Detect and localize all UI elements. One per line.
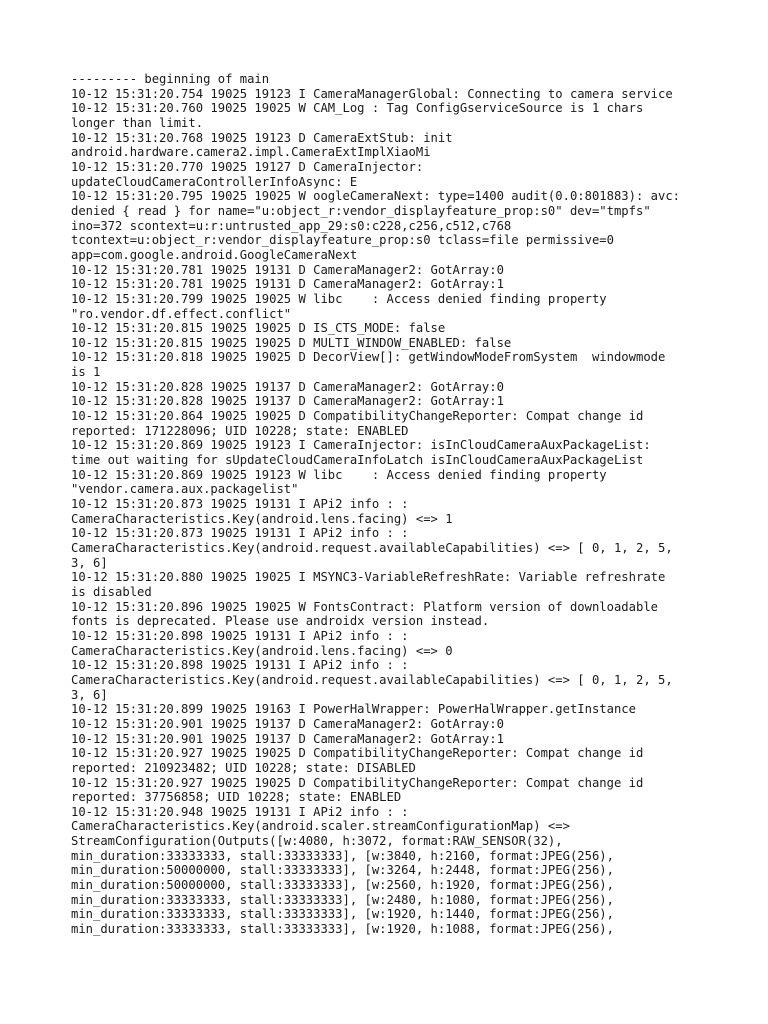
log-line: 10-12 15:31:20.815 19025 19025 D IS_CTS_MODE: false bbox=[71, 321, 446, 336]
log-line: 10-12 15:31:20.864 19025 19025 D CompatibilityChangeReporter: Compat change id bbox=[71, 409, 644, 424]
log-line: denied { read } for name="u:object_r:vendor_displayfeature_prop:s0" dev="tmpfs" bbox=[71, 203, 651, 218]
log-line: 10-12 15:31:20.873 19025 19131 I APi2 info : : bbox=[71, 497, 409, 512]
log-line: 10-12 15:31:20.828 19025 19137 D CameraManager2: GotArray:1 bbox=[71, 394, 504, 409]
log-line: reported: 171228096; UID 10228; state: ENABLED bbox=[71, 423, 409, 438]
log-line: 10-12 15:31:20.781 19025 19131 D CameraManager2: GotArray:1 bbox=[71, 277, 504, 292]
log-line: reported: 210923482; UID 10228; state: DISABLED bbox=[71, 760, 416, 775]
log-line: "ro.vendor.df.effect.conflict" bbox=[71, 306, 292, 321]
log-line: 10-12 15:31:20.948 19025 19131 I APi2 info : : bbox=[71, 804, 409, 819]
log-line: time out waiting for sUpdateCloudCameraInfoLatch isInCloudCameraAuxPackageList bbox=[71, 453, 644, 468]
log-line: 10-12 15:31:20.901 19025 19137 D CameraManager2: GotArray:1 bbox=[71, 731, 504, 746]
log-line: 10-12 15:31:20.869 19025 19123 I CameraInjector: isInCloudCameraAuxPackageList: bbox=[71, 438, 651, 453]
log-line: 10-12 15:31:20.795 19025 19025 W oogleCameraNext: type=1400 audit(0.0:801883): avc: bbox=[71, 189, 681, 204]
log-line: min_duration:33333333, stall:33333333], [w:1920, h:1088, format:JPEG(256), bbox=[71, 922, 614, 937]
log-line: min_duration:33333333, stall:33333333], [w:2480, h:1080, format:JPEG(256), bbox=[71, 892, 614, 907]
log-line: 10-12 15:31:20.901 19025 19137 D CameraManager2: GotArray:0 bbox=[71, 716, 504, 731]
log-line: reported: 37756858; UID 10228; state: ENABLED bbox=[71, 790, 402, 805]
log-line: android.hardware.camera2.impl.CameraExtImplXiaoMi bbox=[71, 145, 431, 160]
log-line: 10-12 15:31:20.799 19025 19025 W libc : Access denied finding property bbox=[71, 291, 607, 306]
log-line: 10-12 15:31:20.898 19025 19131 I APi2 info : : bbox=[71, 628, 409, 643]
log-line: 10-12 15:31:20.828 19025 19137 D CameraManager2: GotArray:0 bbox=[71, 379, 504, 394]
log-line: 10-12 15:31:20.818 19025 19025 D DecorView[]: getWindowModeFromSystem windowmode bbox=[71, 350, 666, 365]
log-line: CameraCharacteristics.Key(android.lens.facing) <=> 1 bbox=[71, 511, 453, 526]
log-line: 10-12 15:31:20.770 19025 19127 D CameraInjector: bbox=[71, 159, 424, 174]
log-line: StreamConfiguration(Outputs([w:4080, h:3072, format:RAW_SENSOR(32), bbox=[71, 834, 563, 849]
log-line: 10-12 15:31:20.927 19025 19025 D CompatibilityChangeReporter: Compat change id bbox=[71, 746, 644, 761]
log-line: 10-12 15:31:20.768 19025 19123 D CameraExtStub: init bbox=[71, 130, 453, 145]
log-line: 10-12 15:31:20.781 19025 19131 D CameraManager2: GotArray:0 bbox=[71, 262, 504, 277]
log-line: is 1 bbox=[71, 365, 101, 380]
log-line: fonts is deprecated. Please use androidx version instead. bbox=[71, 614, 490, 629]
log-line: --------- beginning of main bbox=[71, 72, 270, 86]
log-line: app=com.google.android.GoogleCameraNext bbox=[71, 247, 358, 262]
log-line: min_duration:50000000, stall:33333333], [w:2560, h:1920, format:JPEG(256), bbox=[71, 878, 614, 893]
log-line: 10-12 15:31:20.898 19025 19131 I APi2 info : : bbox=[71, 658, 409, 673]
log-line: 3, 6] bbox=[71, 687, 108, 702]
log-line: min_duration:33333333, stall:33333333], [w:3840, h:2160, format:JPEG(256), bbox=[71, 848, 614, 863]
log-line: CameraCharacteristics.Key(android.request.availableCapabilities) <=> [ 0, 1, 2, 5, bbox=[71, 672, 673, 687]
log-line: 3, 6] bbox=[71, 555, 108, 570]
log-text-body bbox=[71, 72, 728, 937]
log-line: ino=372 scontext=u:r:untrusted_app_29:s0:c228,c256,c512,c768 bbox=[71, 218, 512, 233]
log-line: updateCloudCameraControllerInfoAsync: E bbox=[71, 174, 358, 189]
log-line: 10-12 15:31:20.760 19025 19025 W CAM_Log : Tag ConfigGserviceSource is 1 chars bbox=[71, 101, 644, 116]
log-line: 10-12 15:31:20.815 19025 19025 D MULTI_WINDOW_ENABLED: false bbox=[71, 335, 512, 350]
log-line: "vendor.camera.aux.packagelist" bbox=[71, 482, 299, 497]
log-line: min_duration:33333333, stall:33333333], [w:1920, h:1440, format:JPEG(256), bbox=[71, 907, 614, 922]
log-line: 10-12 15:31:20.880 19025 19025 I MSYNC3-VariableRefreshRate: Variable refreshrate bbox=[71, 570, 666, 585]
log-line: 10-12 15:31:20.754 19025 19123 I CameraManagerGlobal: Connecting to camera service bbox=[71, 86, 673, 101]
log-line: 10-12 15:31:20.927 19025 19025 D CompatibilityChangeReporter: Compat change id bbox=[71, 775, 644, 790]
log-line: 10-12 15:31:20.896 19025 19025 W FontsContract: Platform version of downloadable bbox=[71, 599, 658, 614]
log-line: 10-12 15:31:20.899 19025 19163 I PowerHalWrapper: PowerHalWrapper.getInstance bbox=[71, 702, 636, 717]
log-line: 10-12 15:31:20.869 19025 19123 W libc : Access denied finding property bbox=[71, 467, 607, 482]
log-line: 10-12 15:31:20.873 19025 19131 I APi2 info : : bbox=[71, 526, 409, 541]
log-line: CameraCharacteristics.Key(android.lens.facing) <=> 0 bbox=[71, 643, 453, 658]
log-line: CameraCharacteristics.Key(android.request.availableCapabilities) <=> [ 0, 1, 2, 5, bbox=[71, 541, 673, 555]
log-line: is disabled bbox=[71, 584, 152, 599]
log-line: longer than limit. bbox=[71, 115, 204, 130]
log-line: CameraCharacteristics.Key(android.scaler.streamConfigurationMap) <=> bbox=[71, 819, 570, 834]
log-line: min_duration:50000000, stall:33333333], [w:3264, h:2448, format:JPEG(256), bbox=[71, 863, 614, 878]
log-line: tcontext=u:object_r:vendor_displayfeature_prop:s0 tclass=file permissive=0 bbox=[71, 233, 614, 248]
